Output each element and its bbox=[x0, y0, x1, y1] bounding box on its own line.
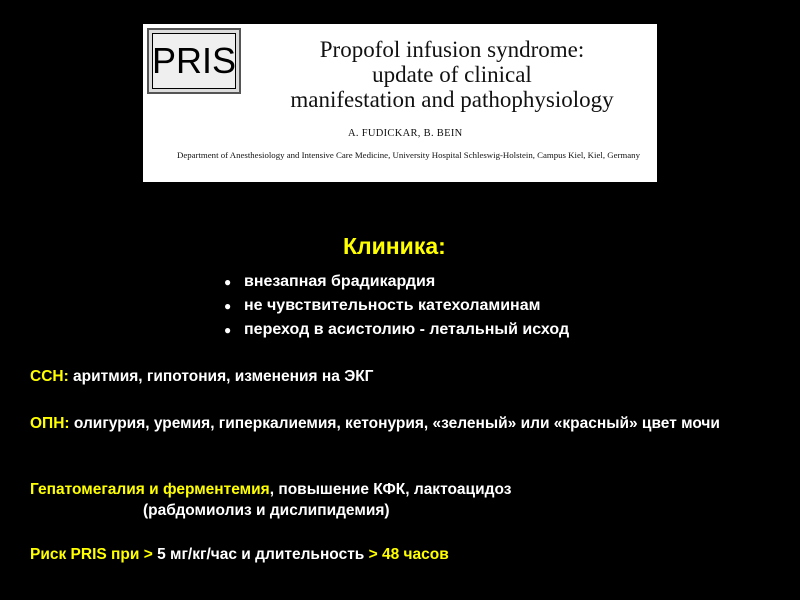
paper-header-image bbox=[143, 24, 657, 182]
clinic-item-text: переход в асистолию - летальный исход bbox=[244, 321, 570, 338]
opn-text: олигурия, уремия, гиперкалиемия, кетонурия, «зеленый» или «красный» цвет мочи bbox=[69, 415, 720, 432]
risk-gt-2: > bbox=[364, 546, 382, 563]
paper-authors: A. FUDICKAR, B. BEIN bbox=[348, 128, 463, 139]
paper-title-line-3: manifestation and pathophysiology bbox=[290, 87, 614, 112]
clinic-list-item bbox=[218, 294, 569, 318]
bullet-icon: ● bbox=[224, 275, 232, 289]
clinic-list bbox=[218, 270, 569, 342]
pris-logo-inner bbox=[152, 33, 236, 89]
paper-title bbox=[253, 37, 651, 112]
clinic-item-text: не чувствительность катехоламинам bbox=[244, 297, 541, 314]
clinic-list-item bbox=[218, 318, 569, 342]
risk-part2: и длительность bbox=[237, 546, 365, 563]
css-text: аритмия, гипотония, изменения на ЭКГ bbox=[68, 368, 374, 385]
risk-dose: 5 мг/кг/час bbox=[157, 546, 237, 563]
clinic-heading: Клиника: bbox=[343, 233, 446, 259]
bullet-icon: ● bbox=[224, 323, 232, 337]
hepato-label: Гепатомегалия и ферментемия bbox=[30, 481, 270, 498]
opn-label: ОПН: bbox=[30, 415, 70, 432]
risk-paragraph bbox=[30, 544, 449, 565]
pris-logo-text: PRIS bbox=[151, 40, 237, 81]
opn-paragraph bbox=[30, 413, 770, 434]
css-label: ССН: bbox=[30, 368, 69, 385]
bullet-icon: ● bbox=[224, 299, 232, 313]
risk-part1: Риск PRIS при bbox=[30, 546, 140, 563]
hepato-text: , повышение КФК, лактоацидоз bbox=[269, 481, 512, 498]
risk-duration: 48 часов bbox=[381, 546, 449, 563]
css-paragraph bbox=[30, 366, 373, 387]
pris-logo-box bbox=[147, 28, 241, 94]
hepato-subtext: (рабдомиолиз и дислипидемия) bbox=[143, 502, 390, 519]
risk-gt-1: > bbox=[139, 546, 158, 563]
clinic-list-item bbox=[218, 270, 569, 294]
paper-affiliation: Department of Anesthesiology and Intensive Care Medicine, University Hospital Schleswig-Holstein, Campus Kiel, Kiel, Germany bbox=[177, 150, 640, 160]
clinic-item-text: внезапная брадикардия bbox=[244, 273, 436, 290]
paper-title-line-2: update of clinical bbox=[372, 62, 532, 87]
hepato-paragraph bbox=[30, 479, 511, 500]
paper-title-line-1: Propofol infusion syndrome: bbox=[319, 37, 585, 62]
